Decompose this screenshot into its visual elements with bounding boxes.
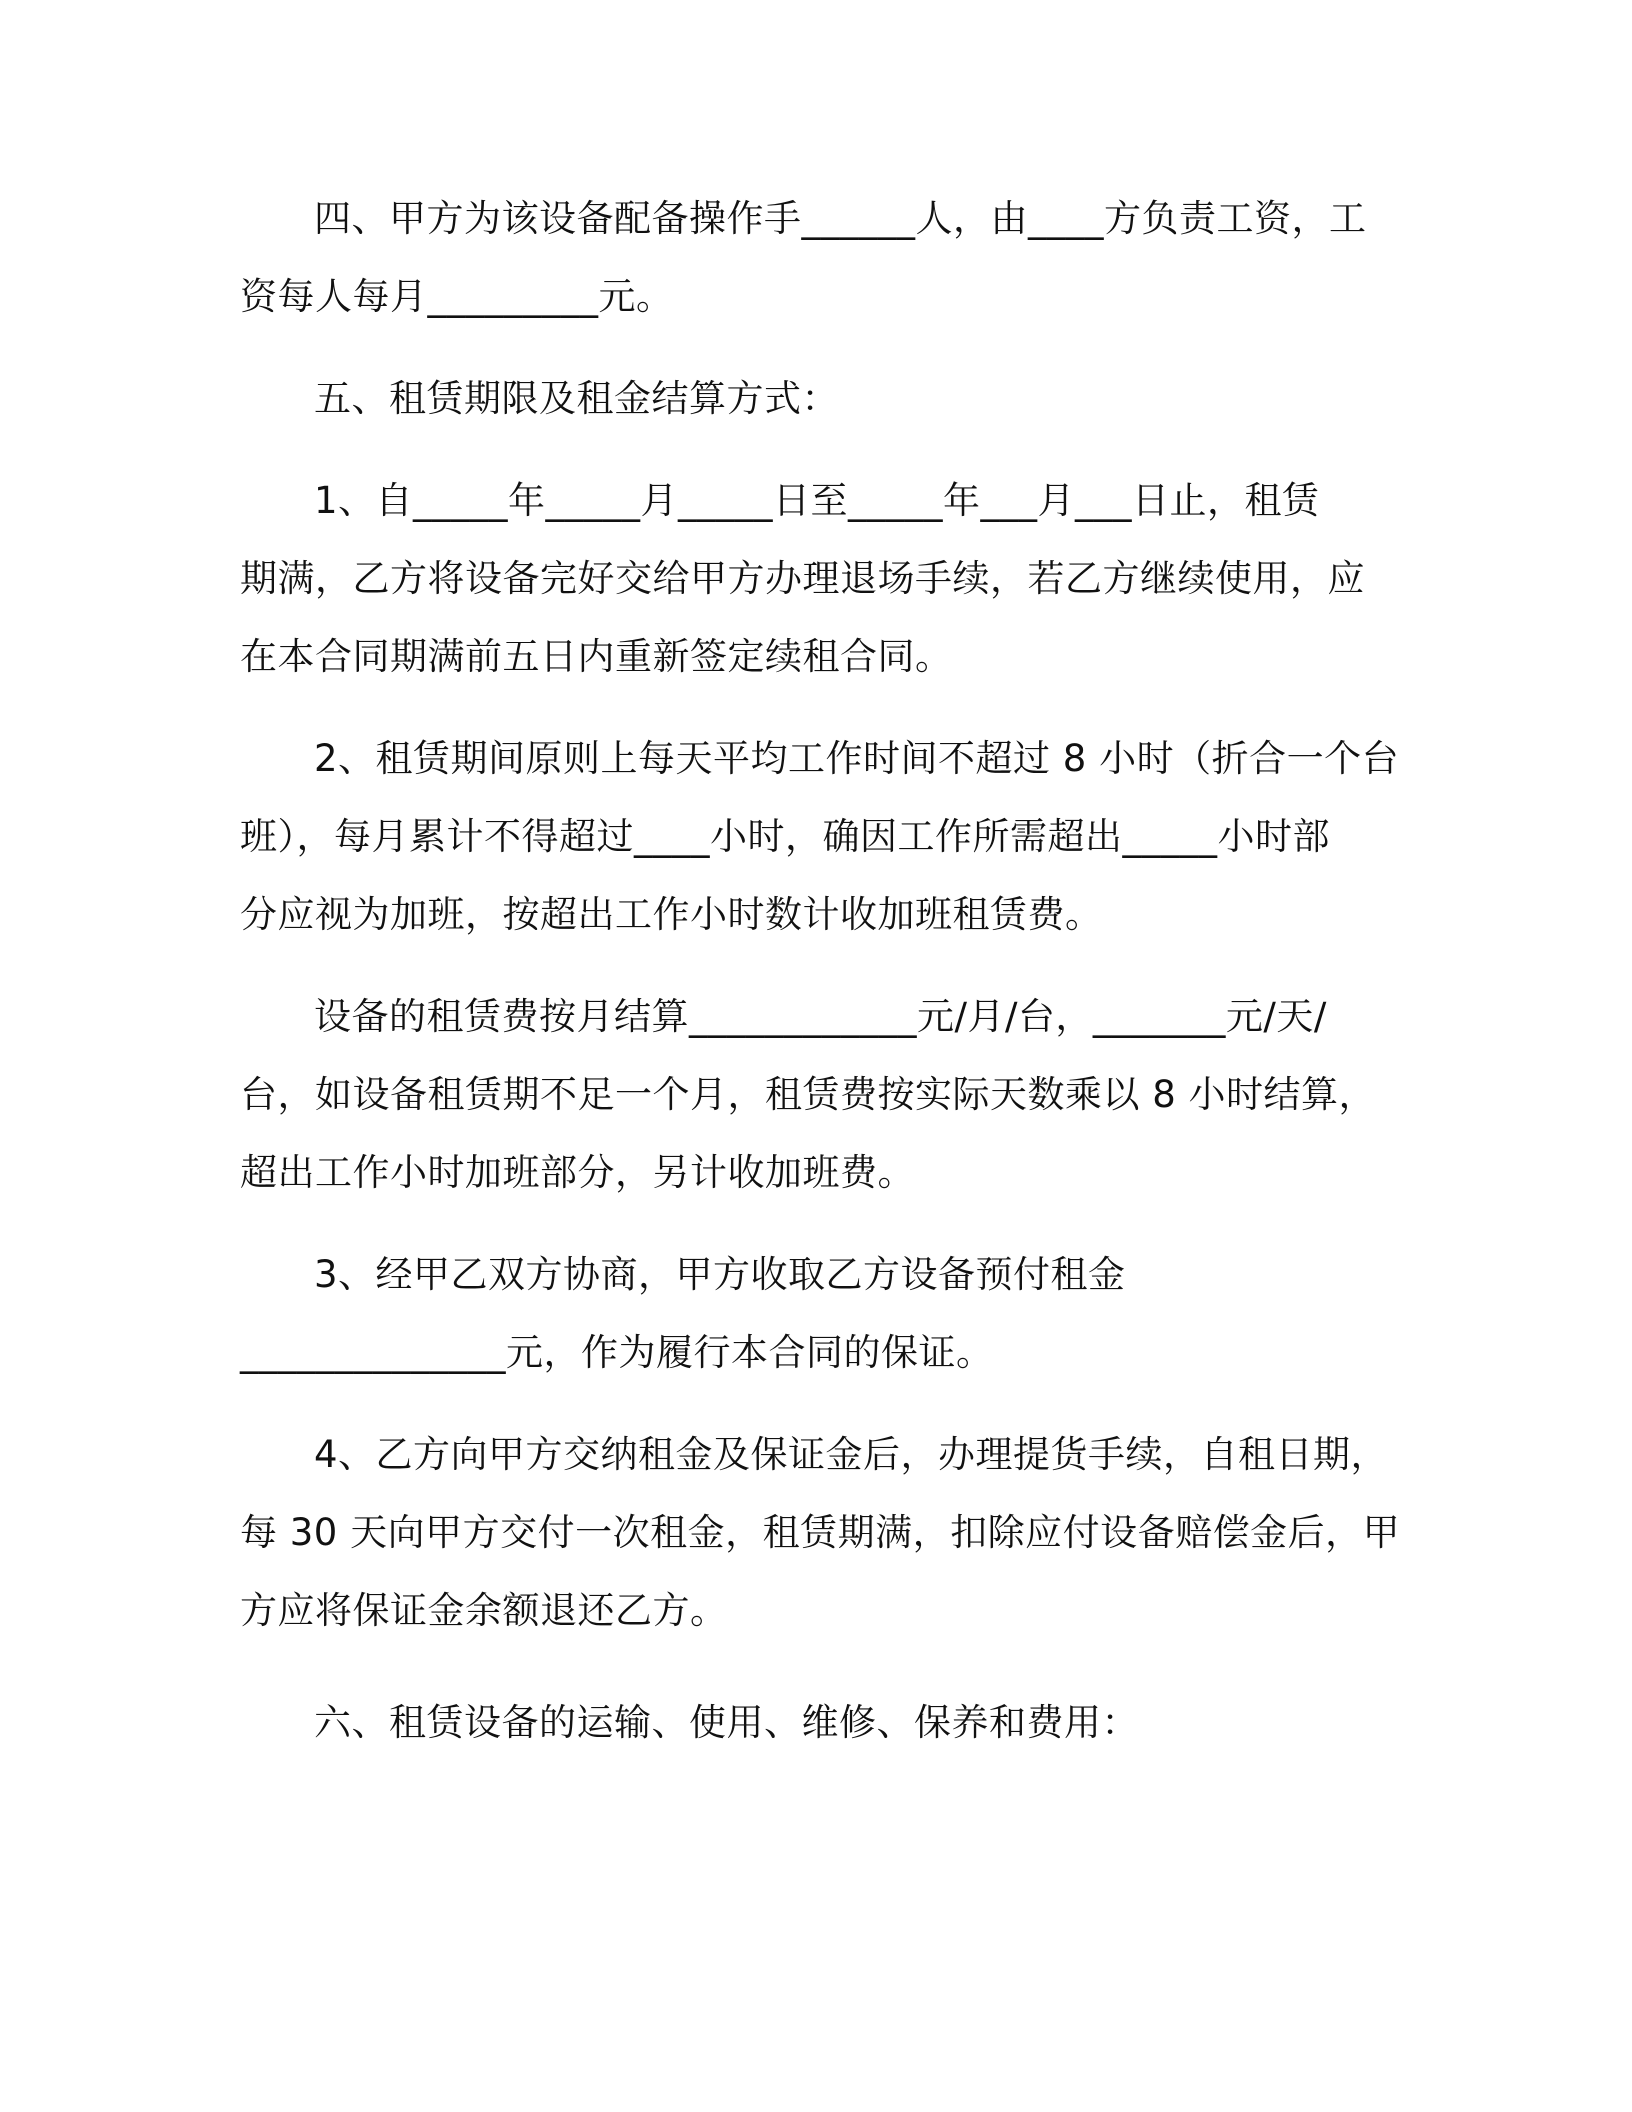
text-line: 五、租赁期限及租金结算方式： [314, 377, 839, 420]
text-line: 超出工作小时加班部分，另计收加班费。 [240, 1151, 915, 1194]
paragraph-working-hours [240, 720, 1400, 954]
text-line: 方应将保证金余额退还乙方。 [240, 1589, 728, 1632]
text-line: 在本合同期满前五日内重新签定续租合同。 [240, 635, 953, 678]
text-line: 分应视为加班，按超出工作小时数计收加班租赁费。 [240, 893, 1103, 936]
text-line: 六、租赁设备的运输、使用、维修、保养和费用： [314, 1701, 1139, 1744]
text-line: 设备的租赁费按月结算____________元/月/台，_______元/天/ [314, 995, 1327, 1038]
paragraph-operator-staffing [240, 180, 1380, 336]
paragraph-deposit [240, 1236, 1380, 1392]
section-heading-lease-term [240, 360, 1380, 438]
paragraph-rental-fee [240, 978, 1380, 1212]
text-line: 4、乙方向甲方交纳租金及保证金后，办理提货手续，自租日期， [314, 1433, 1389, 1476]
text-line: 期满，乙方将设备完好交给甲方办理退场手续，若乙方继续使用，应 [240, 557, 1365, 600]
text-line: ______________元，作为履行本合同的保证。 [240, 1331, 994, 1374]
text-line: 每 30 天向甲方交付一次租金，租赁期满，扣除应付设备赔偿金后，甲 [240, 1511, 1401, 1554]
text-line: 资每人每月_________元。 [240, 275, 674, 318]
paragraph-payment-schedule [240, 1416, 1401, 1650]
text-line: 四、甲方为该设备配备操作手______人，由____方负责工资，工 [314, 197, 1367, 240]
text-line: 班），每月累计不得超过____小时，确因工作所需超出_____小时部 [240, 815, 1330, 858]
paragraph-lease-period [240, 462, 1380, 696]
text-line: 台，如设备租赁期不足一个月，租赁费按实际天数乘以 8 小时结算， [240, 1073, 1377, 1116]
section-heading-transport-maintenance [240, 1684, 1380, 1762]
text-line: 3、经甲乙双方协商，甲方收取乙方设备预付租金 [314, 1253, 1126, 1296]
text-line: 1、自_____年_____月_____日至_____年___月___日止，租赁 [314, 479, 1320, 522]
text-line: 2、租赁期间原则上每天平均工作时间不超过 8 小时（折合一个台 [314, 737, 1400, 780]
